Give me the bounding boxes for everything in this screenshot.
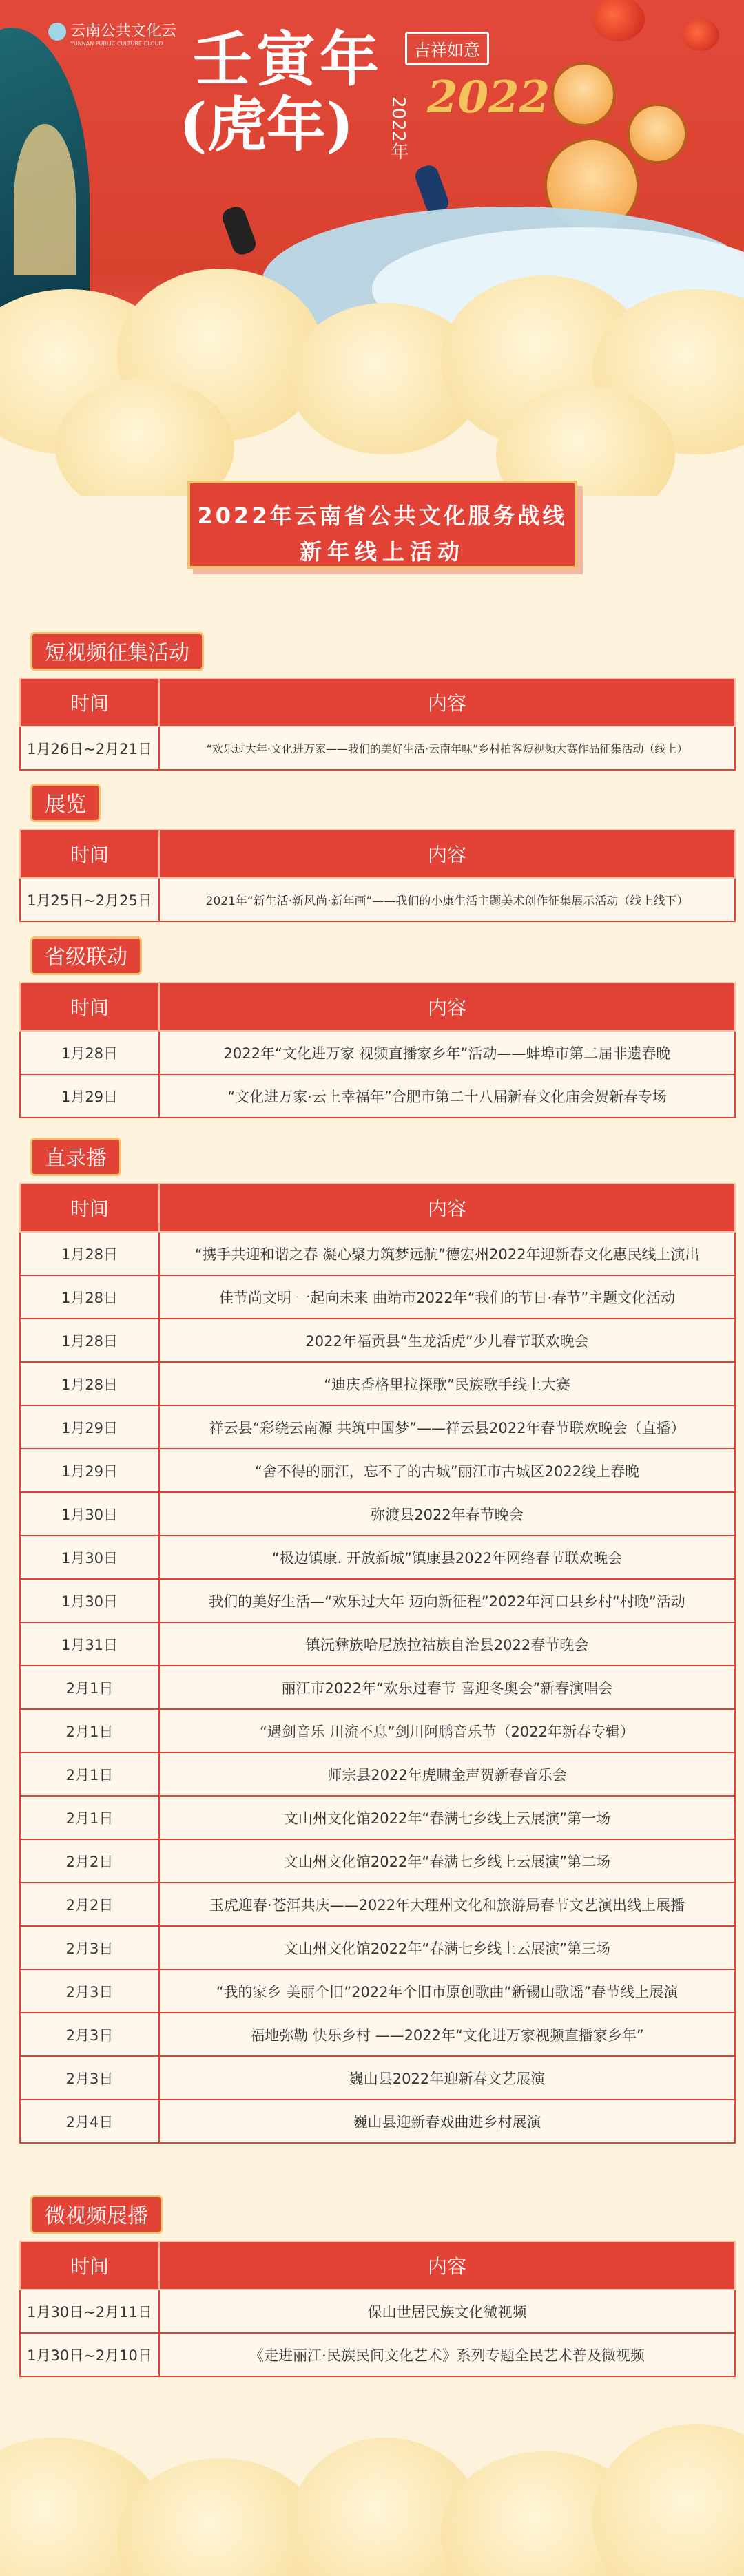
event-title-banner [187,481,577,569]
table-row [20,2013,735,2056]
cell-content: 镇沅彝族哈尼族拉祜族自治县2022春节晚会 [159,1622,735,1666]
section-live-broadcast [19,1138,736,2144]
logo-text: 云南公共文化云 [70,23,177,40]
cell-time: 2月3日 [20,1969,159,2013]
cell-time: 2月3日 [20,1926,159,1969]
cell-time: 1月29日 [20,1449,159,1492]
zodiac-title [179,25,383,160]
table-row [20,1579,735,1622]
cell-content: “极边镇康. 开放新城”镇康县2022年网络春节联欢晚会 [159,1536,735,1579]
cell-content: “携手共迎和谐之春 凝心聚力筑梦远航”德宏州2022年迎新春文化惠民线上演出 [159,1232,735,1275]
cell-time: 2月2日 [20,1883,159,1926]
table-header-row [20,1184,735,1232]
cloud-band [0,262,744,496]
cell-content: 师宗县2022年虎啸金声贺新春音乐会 [159,1752,735,1796]
cell-time: 2月4日 [20,2099,159,2143]
table-row [20,2056,735,2099]
column-header-time: 时间 [20,830,159,878]
lantern-icon [682,19,719,51]
table-row [20,1969,735,2013]
column-header-time: 时间 [20,2241,159,2290]
section-title: 微视频展播 [30,2195,163,2234]
column-header-time: 时间 [20,1184,159,1232]
table-row [20,1492,735,1536]
cell-time: 1月28日 [20,1232,159,1275]
column-header-time: 时间 [20,983,159,1031]
tiger-face-icon [551,62,616,127]
cell-time: 2月3日 [20,2056,159,2099]
activity-table [19,1183,736,2144]
table-header-row [20,830,735,878]
cell-content: “遇剑音乐 川流不息”剑川阿鹏音乐节（2022年新春专辑） [159,1709,735,1752]
table-row [20,1449,735,1492]
cell-time: 1月28日 [20,1275,159,1319]
cell-time: 2月2日 [20,1839,159,1883]
table-row [20,1709,735,1752]
table-header-row [20,983,735,1031]
cell-content: “迪庆香格里拉探歌”民族歌手线上大赛 [159,1362,735,1405]
table-row [20,1405,735,1449]
cell-time: 1月30日 [20,1579,159,1622]
cell-time: 1月30日 [20,1536,159,1579]
section-exhibition [19,784,736,922]
activity-table [19,678,736,771]
cell-content: “文化进万家·云上幸福年”合肥市第二十八届新春文化庙会贺新春专场 [159,1074,735,1118]
cell-content: 玉虎迎春·苍洱共庆——2022年大理州文化和旅游局春节文艺演出线上展播 [159,1883,735,1926]
year-2022-graphic: 2022 [427,72,550,123]
activity-table [19,982,736,1118]
column-header-time: 时间 [20,678,159,726]
cell-time: 1月28日 [20,1319,159,1362]
banner-line-1: 2022年云南省公共文化服务战线 [197,503,568,529]
cell-time: 1月30日~2月10日 [20,2333,159,2376]
cell-content: 福地弥勒 快乐乡村 ——2022年“文化进万家视频直播家乡年” [159,2013,735,2056]
cell-time: 1月28日 [20,1362,159,1405]
footer-clouds [0,2396,744,2576]
table-row [20,1926,735,1969]
cell-time: 1月26日~2月21日 [20,726,159,770]
table-row [20,1666,735,1709]
table-row [20,1839,735,1883]
table-row [20,1232,735,1275]
cell-time: 2月3日 [20,2013,159,2056]
cell-time: 1月28日 [20,1031,159,1074]
cell-content: 保山世居民族文化微视频 [159,2290,735,2333]
section-micro-video [19,2195,736,2377]
cloud-logo-icon [48,23,66,41]
cell-time: 1月30日~2月11日 [20,2290,159,2333]
section-title: 直录播 [30,1138,121,1176]
cell-content: 《走进丽江·民族民间文化艺术》系列专题全民艺术普及微视频 [159,2333,735,2376]
table-header-row [20,2241,735,2290]
table-row [20,1362,735,1405]
cell-time: 1月31日 [20,1622,159,1666]
table-row [20,2333,735,2376]
cell-content: 巍山县迎新春戏曲进乡村展演 [159,2099,735,2143]
table-row [20,1275,735,1319]
section-title: 短视频征集活动 [30,632,204,671]
cell-content: 2022年“文化进万家 视频直播家乡年”活动——蚌埠市第二届非遗春晚 [159,1031,735,1074]
table-row [20,1883,735,1926]
title-line-2: (虎年) [179,90,354,160]
cell-content: “我的家乡 美丽个旧”2022年个旧市原创歌曲“新锡山歌谣”春节线上展演 [159,1969,735,2013]
skier-figure [220,204,258,257]
table-row [20,726,735,770]
title-line-1: 壬寅年 [193,25,383,94]
tiger-face-icon [627,103,688,164]
table-row [20,2099,735,2143]
snowboarder-figure [413,163,451,216]
cell-content: “舍不得的丽江，忘不了的古城”丽江市古城区2022线上春晚 [159,1449,735,1492]
cell-time: 2月1日 [20,1666,159,1709]
cell-content: 佳节尚文明 一起向未来 曲靖市2022年“我们的节日·春节”主题文化活动 [159,1275,735,1319]
cell-time: 1月30日 [20,1492,159,1536]
lantern-icon [592,0,645,41]
cell-time: 2月1日 [20,1752,159,1796]
column-header-content: 内容 [159,2241,735,2290]
cell-content: 祥云县“彩绕云南源 共筑中国梦”——祥云县2022年春节联欢晚会（直播） [159,1405,735,1449]
column-header-content: 内容 [159,678,735,726]
section-title: 省级联动 [30,936,142,975]
cell-content: 2021年“新生活·新风尚·新年画”——我们的小康生活主题美术创作征集展示活动（线上线下） [159,878,735,921]
cell-time: 2月1日 [20,1709,159,1752]
cell-content: 弥渡县2022年春节晚会 [159,1492,735,1536]
section-provincial-linkage [19,936,736,1118]
section-title: 展览 [30,784,101,822]
table-row [20,1752,735,1796]
table-row [20,2290,735,2333]
activity-table [19,829,736,922]
cell-content: 我们的美好生活—“欢乐过大年 迈向新征程”2022年河口县乡村“村晚”活动 [159,1579,735,1622]
table-row [20,878,735,921]
logo-subtext: YUNNAN PUBLIC CULTURE CLOUD [70,41,163,47]
mountain-highlight [14,124,76,275]
cell-content: 巍山县2022年迎新春文艺展演 [159,2056,735,2099]
banner-line-2: 新年线上活动 [299,538,465,565]
cell-content: 2022年福贡县“生龙活虎”少儿春节联欢晚会 [159,1319,735,1362]
column-header-content: 内容 [159,1184,735,1232]
cell-content: “欢乐过大年·文化进万家——我们的美好生活·云南年味”乡村拍客短视频大赛作品征集活动（线上） [159,726,735,770]
column-header-content: 内容 [159,830,735,878]
table-row [20,1319,735,1362]
column-header-content: 内容 [159,983,735,1031]
cell-time: 1月29日 [20,1405,159,1449]
table-row [20,1796,735,1839]
activity-table [19,2241,736,2377]
table-row [20,1074,735,1118]
table-row [20,1536,735,1579]
cell-content: 文山州文化馆2022年“春满七乡线上云展演”第二场 [159,1839,735,1883]
blessing-stamp: 吉祥如意 [405,32,489,65]
year-vertical-text: 2022年 [388,96,409,160]
section-short-video [19,632,736,771]
cell-time: 2月1日 [20,1796,159,1839]
cell-time: 1月29日 [20,1074,159,1118]
cell-content: 文山州文化馆2022年“春满七乡线上云展演”第三场 [159,1926,735,1969]
site-logo[interactable] [48,19,176,47]
cell-time: 1月25日~2月25日 [20,878,159,921]
cell-content: 文山州文化馆2022年“春满七乡线上云展演”第一场 [159,1796,735,1839]
table-header-row [20,678,735,726]
table-row [20,1031,735,1074]
table-row [20,1622,735,1666]
cell-content: 丽江市2022年“欢乐过春节 喜迎冬奥会”新春演唱会 [159,1666,735,1709]
